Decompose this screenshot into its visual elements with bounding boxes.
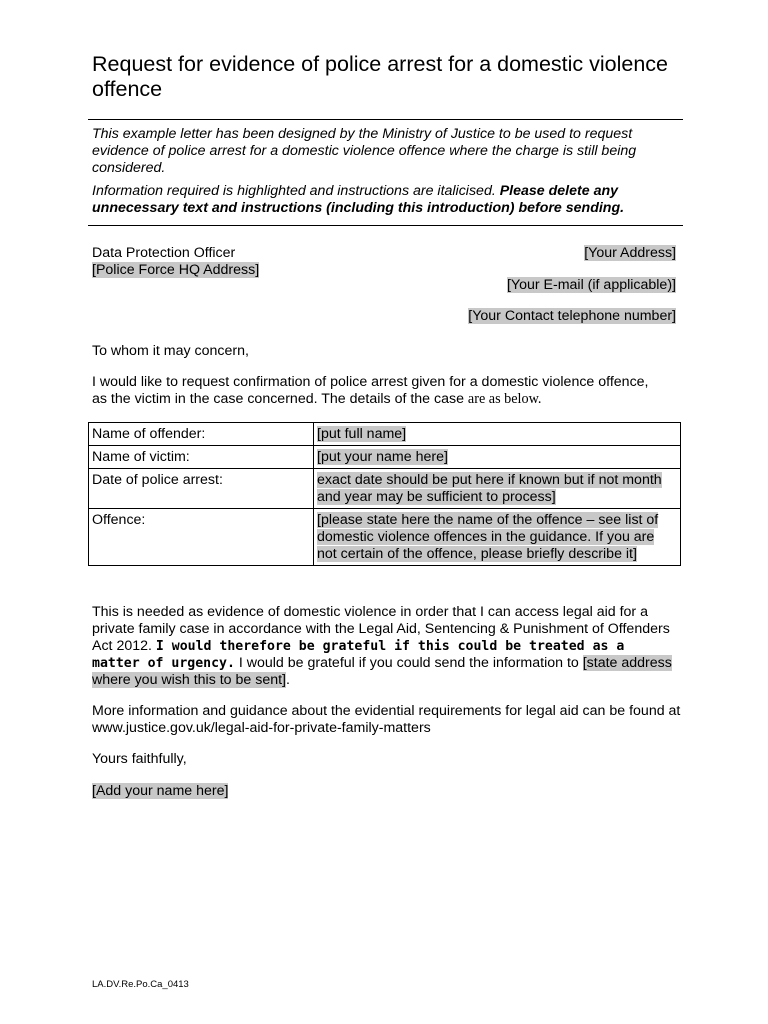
salutation: To whom it may concern,	[92, 343, 249, 359]
recipient-name: Data Protection Officer	[92, 245, 236, 261]
table-row	[89, 509, 681, 566]
intro-bottom-divider	[88, 225, 683, 226]
victim-placeholder: [put your name here]	[317, 449, 448, 465]
table-row	[89, 469, 681, 509]
arrest-date-value-cell	[314, 469, 681, 509]
evidence-paragraph-part1: This is needed as evidence of domestic violence in order that I can access legal aid for a private family case in accordance with the Legal Aid, Sentencing & Punishment of Offenders Act 2012.	[92, 604, 670, 654]
intro-instructions	[92, 183, 684, 217]
evidence-paragraph-urgency: I would therefore be grateful if this could be treated as a matter of urgency.	[92, 639, 625, 671]
recipient-address-placeholder: [Police Force HQ Address]	[92, 262, 260, 278]
table-row	[89, 446, 681, 469]
table-row	[89, 423, 681, 446]
offender-label: Name of offender:	[89, 423, 314, 446]
sender-address-placeholder: [Your Address]	[584, 245, 676, 261]
intro-paragraph: This example letter has been designed by the Ministry of Justice to be used to request evidence of police arrest for a domestic violence offence where the charge is still being considered.	[92, 126, 637, 176]
request-paragraph	[92, 374, 662, 408]
guidance-paragraph: More information and guidance about the evidential requirements for legal aid can be found at www.justice.gov.uk/legal-aid-for-private-family-matters	[92, 703, 681, 736]
evidence-paragraph	[92, 604, 677, 689]
intro-instructions-lead: Information required is highlighted and instructions are italicised.	[92, 183, 500, 199]
request-paragraph-tail: are as below.	[467, 391, 542, 407]
offender-placeholder: [put full name]	[317, 426, 407, 442]
offence-placeholder: [please state here the name of the offence – see list of domestic violence offences in the guidance. If you are not certain of the offence, please briefly describe it]	[317, 512, 659, 562]
evidence-paragraph-end: .	[286, 672, 290, 688]
intro-instructions-bold: Please delete any unnecessary text and instructions (including this introduction) before sending.	[92, 183, 625, 216]
signature-placeholder: [Add your name here]	[92, 783, 229, 799]
victim-value-cell	[314, 446, 681, 469]
arrest-date-label: Date of police arrest:	[89, 469, 314, 509]
sender-phone-placeholder: [Your Contact telephone number]	[468, 308, 676, 324]
closing: Yours faithfully,	[92, 751, 187, 767]
document-title: Request for evidence of police arrest for a domestic violence offence	[92, 52, 669, 101]
footer-document-code: LA.DV.Re.Po.Ca_0413	[92, 979, 189, 990]
victim-label: Name of victim:	[89, 446, 314, 469]
evidence-paragraph-part2: I would be grateful if you could send the information to	[234, 655, 583, 671]
delivery-address-placeholder: [state address where you wish this to be sent]	[92, 655, 672, 688]
offender-value-cell	[314, 423, 681, 446]
case-details-table	[88, 422, 681, 566]
request-paragraph-main: I would like to request confirmation of police arrest given for a domestic violence offence, as the victim in the case concerned. The details of the case	[92, 374, 649, 407]
top-divider	[88, 119, 683, 120]
offence-label: Offence:	[89, 509, 314, 566]
arrest-date-placeholder: exact date should be put here if known but if not month and year may be sufficient to process]	[317, 472, 662, 505]
offence-value-cell	[314, 509, 681, 566]
sender-email-placeholder: [Your E-mail (if applicable)]	[506, 277, 676, 293]
